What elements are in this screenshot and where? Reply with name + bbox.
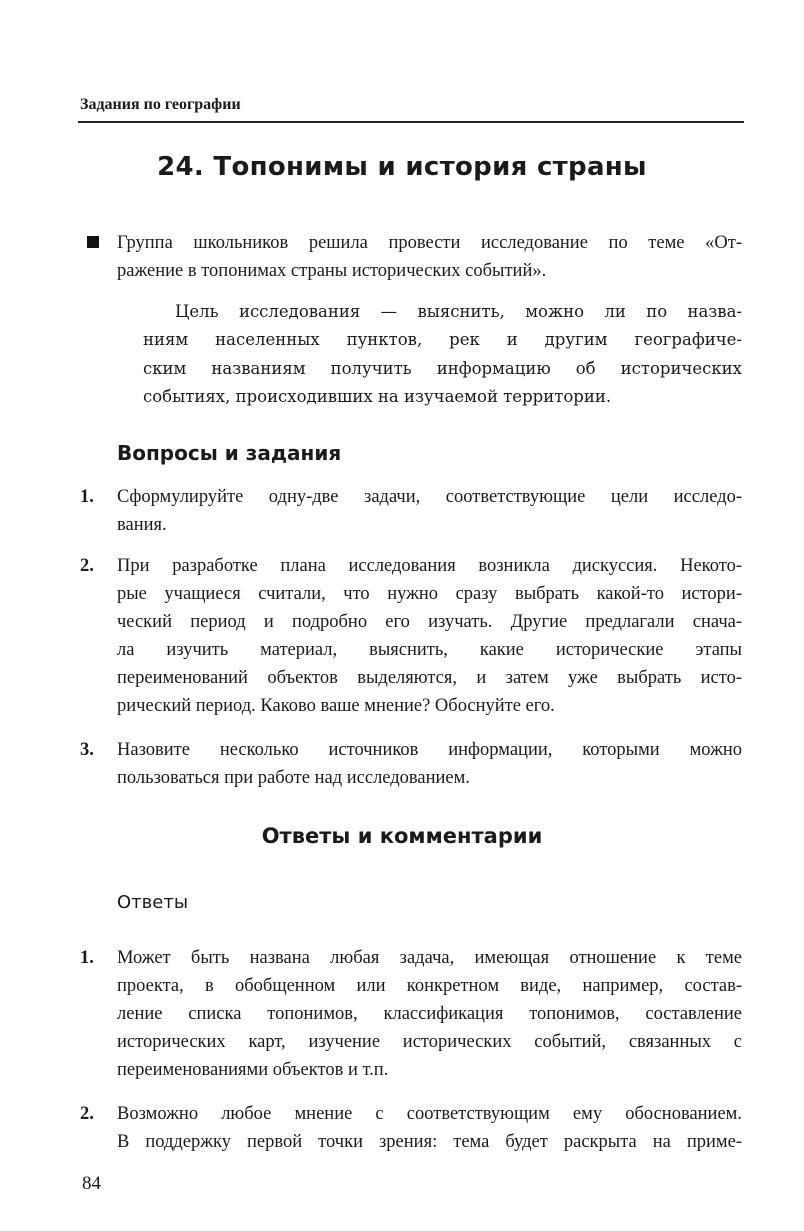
questions-heading: Вопросы и задания (117, 441, 342, 465)
text-line: Группа школьников решила провести исследование по теме «От- (117, 233, 742, 253)
text-line: ление списка топонимов, классификация топонимов, составление (117, 1004, 742, 1024)
answer-item (117, 1100, 742, 1156)
answers-heading: Ответы и комментарии (261, 824, 543, 848)
text-line: переименований объектов выделяются, и затем уже выбрать исто- (117, 668, 742, 688)
text-line: пользоваться при работе над исследованием. (117, 768, 470, 788)
text-line: вания. (117, 515, 167, 535)
text-line: событиях, происходивших на изучаемой территории. (143, 386, 612, 406)
intro-paragraph (117, 229, 742, 285)
answer-item (117, 944, 742, 1084)
text-line: ла изучить материал, выяснить, какие исторические этапы (117, 640, 742, 660)
text-line: исторических карт, изучение исторических событий, связанных с (117, 1032, 742, 1052)
answer-item-number: 1. (80, 948, 94, 968)
text-line: ческий период и подробно его изучать. Другие предлагали снача- (117, 612, 742, 632)
text-line: В поддержку первой точки зрения: тема будет раскрыта на приме- (117, 1132, 742, 1152)
text-line: Цель исследования — выяснить, можно ли по назва- (175, 302, 742, 321)
text-line: рые учащиеся считали, что нужно сразу выбрать какой-то истори- (117, 584, 742, 604)
question-item (117, 483, 742, 539)
text-line: Возможно любое мнение с соответствующим ему обоснованием. (117, 1104, 742, 1124)
text-line: При разработке плана исследования возникла дискуссия. Некото- (117, 556, 742, 576)
text-line: ниям населенных пунктов, рек и другим географиче- (143, 330, 742, 350)
text-line: проекта, в обобщенном или конкретном виде, например, состав- (117, 976, 742, 996)
question-item (117, 552, 742, 720)
question-item-number: 1. (80, 487, 94, 507)
text-line: ским названиям получить информацию об исторических (143, 358, 742, 378)
question-item-number: 2. (80, 556, 94, 576)
question-item-number: 3. (80, 740, 94, 760)
text-line: ражение в топонимах страны исторических событий». (117, 261, 547, 281)
question-item (117, 736, 742, 792)
answers-subheading: Ответы (117, 892, 189, 913)
running-head: Задания по географии (80, 96, 241, 113)
research-goal-paragraph (143, 298, 742, 411)
text-line: Может быть названа любая задача, имеющая отношение к теме (117, 948, 742, 968)
text-line: Назовите несколько источников информации, которыми можно (117, 740, 742, 760)
header-rule (78, 121, 744, 123)
page-title: 24. Топонимы и история страны (157, 152, 647, 182)
square-bullet-icon (87, 236, 99, 248)
text-line: рический период. Каково ваше мнение? Обоснуйте его. (117, 696, 555, 716)
answer-item-number: 2. (80, 1104, 94, 1124)
text-line: переименованиями объектов и т.п. (117, 1060, 389, 1080)
text-line: Сформулируйте одну-две задачи, соответствующие цели исследо- (117, 487, 742, 507)
page-number: 84 (82, 1173, 101, 1194)
